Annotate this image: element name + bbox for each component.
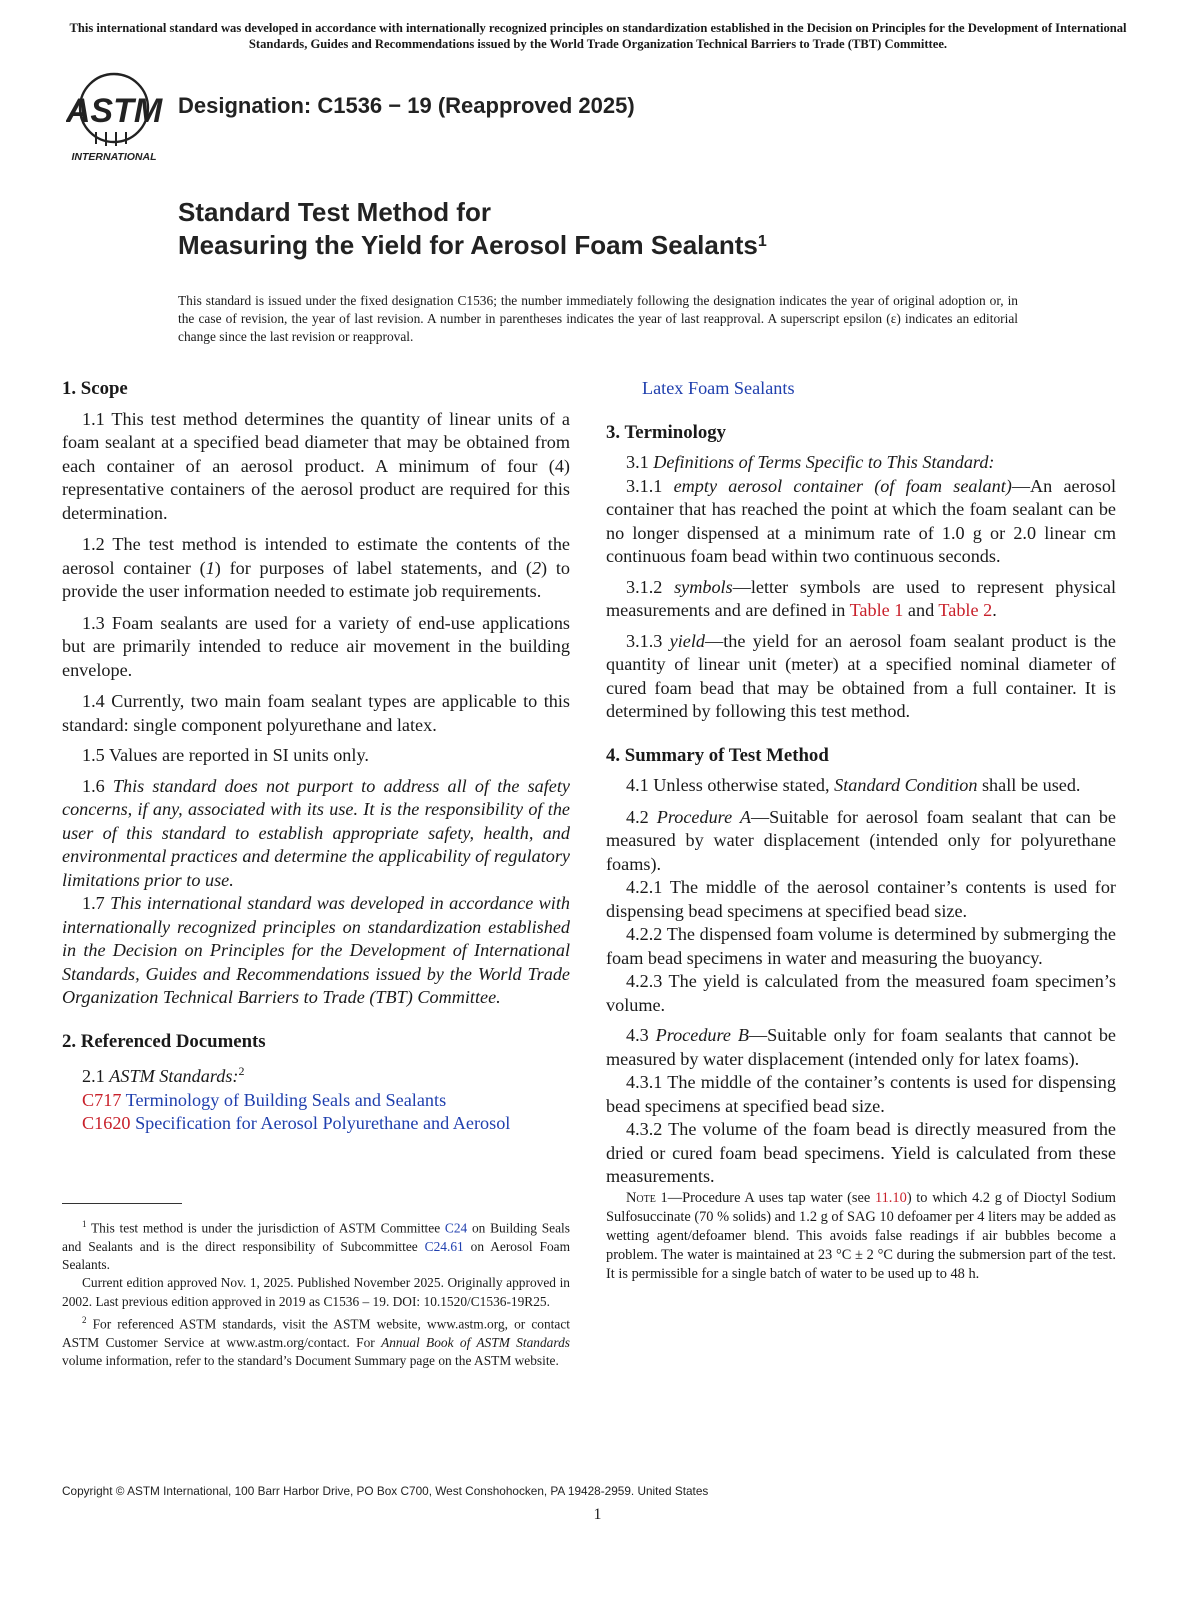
para-1-3: 1.3 Foam sealants are used for a variety of end-use applications but are primarily intended to reduce air movement in the building envelope. — [62, 612, 570, 680]
para-1-2: 1.2 The test method is intended to estimate the contents of the aerosol container (1) for purposes of label statements, and (2) to provide the user information needed to estimate job requirements. — [62, 534, 570, 601]
title-line-2 — [178, 229, 767, 262]
para-4-3: 4.3 Procedure B—Suitable only for foam sealants that cannot be measured by water displacement (intended only for latex foams). — [606, 1025, 1117, 1069]
title-line-1: Standard Test Method for — [178, 197, 491, 227]
wto-notice: This international standard was developed in accordance with internationally recognized principles on standardization established in the Decision on Principles for the Development of International Standards, Guides and Recommendations issued by the World Trade Organization Technical Barriers to Trade (TBT) Committee. — [69, 21, 1127, 51]
para-3-1: 3.1 Definitions of Terms Specific to This Standard: — [626, 452, 995, 472]
para-3-1-2: 3.1.2 symbols—letter symbols are used to represent physical measurements and are defined in Table 1 and Table 2. — [606, 576, 1116, 620]
footnote-2: $^2$ For referenced ASTM standards, visit the ASTM website, www.astm.org, or contact ASTM Customer Service at www.astm.org/contact. For Annual Book of ASTM Standards volume information, refer to the standard’s Document Summary page on the ASTM website. — [62, 1314, 570, 1369]
ref-c717-code[interactable]: C717 — [82, 1089, 122, 1110]
page-number: 1 — [593, 1506, 602, 1523]
title-footnote-mark: 1 — [757, 233, 767, 250]
section-2-heading: 2. Referenced Documents — [62, 1030, 266, 1052]
section-1-heading: 1. Scope — [62, 378, 128, 399]
para-2-1: 2.1 ASTM Standards:$^2$ — [82, 1064, 245, 1087]
footnote-1: $^1$ This test method is under the jurisdiction of ASTM Committee C24 on Building Seals and Sealants and is the direct responsibility of Subcommittee C24.61 on Aerosol Foam Sealants. — [62, 1219, 571, 1273]
astm-logo — [66, 70, 166, 164]
section-4-heading: 4. Summary of Test Method — [606, 744, 829, 766]
ref-c1620[interactable] — [62, 1112, 570, 1136]
ref-c1620-code[interactable]: C1620 — [82, 1113, 131, 1134]
designation: Designation: C1536 − 19 (Reapproved 2025) — [178, 93, 635, 118]
astm-logo-icon — [66, 70, 166, 164]
left-column — [62, 377, 570, 1136]
para-1-7: 1.7 This international standard was developed in accordance with internationally recognized principles on standardization established in the Decision on Principles for the Development of International Standards, Guides and Recommendations issued by the World Trade Organization Technical Barriers to Trade (TBT) Committee. — [62, 893, 571, 1007]
para-4-2-1: 4.2.1 The middle of the aerosol container’s contents is used for dispensing bead specimens at specified bead size. — [606, 877, 1116, 921]
para-3-1-3: 3.1.3 yield—the yield for an aerosol foam sealant product is the quantity of linear unit (meter) at a specified nominal diameter of cured foam bead that may be obtained from a full container. It is determined by following this test method. — [606, 630, 1116, 721]
note-1: Note 1—Procedure A uses tap water (see 11.10) to which 4.2 g of Dioctyl Sodium Sulfosuccinate (70 % solids) and 1.2 g of SAG 10 defoamer per 4 liters may be added as wetting agent/defoamer blend. This avoids false readings if air bubbles become a problem. The water is maintained at 23 °C ± 2 °C during the submersion part of the test. It is permissible for a single batch of water to be used up to 48 h. — [606, 1189, 1116, 1283]
para-4-3-1: 4.3.1 The middle of the container’s contents is used for dispensing bead specimens at specified bead size. — [606, 1072, 1116, 1116]
link-11-10[interactable]: 11.10 — [874, 1189, 907, 1206]
section-3-heading: 3. Terminology — [606, 421, 727, 443]
ref-c717[interactable] — [62, 1089, 570, 1113]
para-1-5: 1.5 Values are reported in SI units only. — [82, 745, 369, 765]
para-1-1: 1.1 This test method determines the quantity of linear units of a foam sealant at a specified bead diameter that may be obtained from each container of an aerosol product. A minimum of four (4) representative containers of the aerosol product are required for this determination. — [62, 408, 570, 523]
document-title — [178, 196, 767, 262]
ref-c1620-title[interactable]: Specification for Aerosol Polyurethane and Aerosol — [130, 1113, 511, 1134]
para-4-1: 4.1 Unless otherwise stated, Standard Condition shall be used. — [626, 775, 1081, 795]
para-4-2: 4.2 Procedure A—Suitable for aerosol foam sealant that can be measured by water displacement (intended only for polyurethane foams). — [606, 806, 1116, 874]
para-1-6: 1.6 This standard does not purport to address all of the safety concerns, if any, associated with its use. It is the responsibility of the user of this standard to establish appropriate safety, health, and environmental practices and determine the applicability of regulatory limitations prior to use. — [62, 775, 570, 890]
ref-c717-title[interactable]: Terminology of Building Seals and Sealants — [121, 1089, 447, 1110]
footnote-1-edition: Current edition approved Nov. 1, 2025. Published November 2025. Originally approved in 2002. Last previous edition approved in 2019 as C1536 – 19. DOI: 10.1520/C1536-19R25. — [62, 1275, 570, 1309]
footnotes — [62, 1215, 570, 1370]
para-1-4: 1.4 Currently, two main foam sealant types are applicable to this standard: single component polyurethane and latex. — [62, 691, 570, 735]
footnote-rule — [62, 1203, 182, 1204]
ref-c1620-title-continued[interactable]: Latex Foam Sealants — [642, 378, 795, 398]
right-column — [606, 377, 1116, 1285]
link-table-2[interactable]: Table 2 — [938, 600, 993, 620]
link-table-1[interactable]: Table 1 — [849, 600, 904, 620]
copyright: Copyright © ASTM International, 100 Barr Harbor Drive, PO Box C700, West Conshohocken, PA 19428-2959. United States — [62, 1484, 709, 1498]
link-c24[interactable]: C24 — [444, 1220, 468, 1236]
para-3-1-1: 3.1.1 empty aerosol container (of foam sealant)—An aerosol container that has reached the point at which the foam sealant can be no longer dispensed at a minimum rate of 1.0 g or 2.0 linear cm continuous foam bead within two continuous seconds. — [606, 475, 1117, 566]
link-c24-61[interactable]: C24.61 — [424, 1238, 464, 1254]
para-4-2-3: 4.2.3 The yield is calculated from the measured foam specimen’s volume. — [606, 971, 1116, 1015]
astm-logo-letters: ASTM — [66, 92, 163, 130]
issued-statement: This standard is issued under the fixed designation C1536; the number immediately following the designation indicates the year of original adoption or, in the case of revision, the year of last revision. A number in parentheses indicates the year of last reapproval. A superscript epsilon (ε) indicates an editorial change since the last revision or reapproval. — [178, 293, 1018, 344]
para-4-3-2: 4.3.2 The volume of the foam bead is directly measured from the dried or cured foam bead specimens. Yield is calculated from these measurements. — [606, 1119, 1116, 1186]
astm-logo-subtext: INTERNATIONAL — [71, 151, 157, 163]
para-4-2-2: 4.2.2 The dispensed foam volume is determined by submerging the foam bead specimens in water and measuring the buoyancy. — [606, 924, 1116, 968]
referenced-documents — [62, 1060, 570, 1136]
title-line-2-text: Measuring the Yield for Aerosol Foam Sealants — [178, 230, 758, 260]
